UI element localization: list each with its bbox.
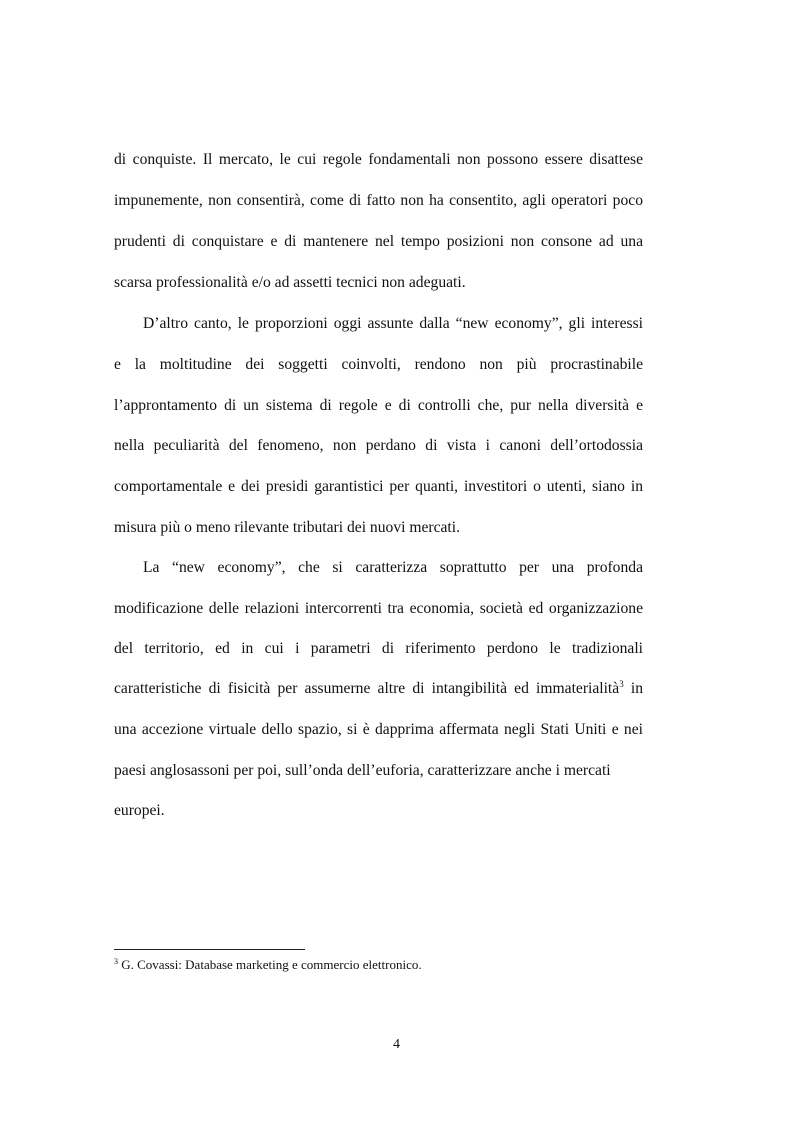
body-line-1: di conquiste. Il mercato, le cui regole fondamentali non possono essere disattese <box>114 151 643 168</box>
body-line-14 <box>114 679 643 699</box>
body-line-14-tail: in <box>630 680 643 697</box>
body-line-17: europei. <box>114 802 165 819</box>
body-line-12: modificazione delle relazioni intercorrenti tra economia, società ed organizzazione <box>114 600 643 617</box>
body-line-9: comportamentale e dei presidi garantistici per quanti, investitori o utenti, siano in <box>114 478 643 495</box>
footnote <box>114 956 422 974</box>
body-line-7: l’approntamento di un sistema di regole e di controlli che, pur nella diversità e <box>114 397 643 414</box>
body-line-3: prudenti di conquistare e di mantenere nel tempo posizioni non consone ad una <box>114 233 643 250</box>
body-line-2: impunemente, non consentirà, come di fatto non ha consentito, agli operatori poco <box>114 192 643 209</box>
footnote-marker: 3 <box>114 957 118 966</box>
body-line-14-text: caratteristiche di fisicità per assumerne altre di intangibilità ed immaterialità <box>114 680 620 697</box>
footnote-separator <box>114 949 305 950</box>
page-number: 4 <box>393 1037 400 1052</box>
body-line-10: misura più o meno rilevante tributari dei nuovi mercati. <box>114 519 460 536</box>
body-line-6: e la moltitudine dei soggetti coinvolti, rendono non più procrastinabile <box>114 356 643 373</box>
body-line-13: del territorio, ed in cui i parametri di riferimento perdono le tradizionali <box>114 640 643 657</box>
body-line-15: una accezione virtuale dello spazio, si è dapprima affermata negli Stati Uniti e nei <box>114 721 643 738</box>
body-line-11: La “new economy”, che si caratterizza soprattutto per una profonda <box>143 559 643 576</box>
body-line-16: paesi anglosassoni per poi, sull’onda dell’euforia, caratterizzare anche i mercati <box>114 762 611 779</box>
footnote-text: G. Covassi: Database marketing e commercio elettronico. <box>121 957 422 972</box>
body-line-8: nella peculiarità del fenomeno, non perdano di vista i canoni dell’ortodossia <box>114 437 643 454</box>
footnote-reference: 3 <box>619 679 624 689</box>
body-line-5: D’altro canto, le proporzioni oggi assunte dalla “new economy”, gli interessi <box>143 315 643 332</box>
body-line-4: scarsa professionalità e/o ad assetti tecnici non adeguati. <box>114 274 466 291</box>
